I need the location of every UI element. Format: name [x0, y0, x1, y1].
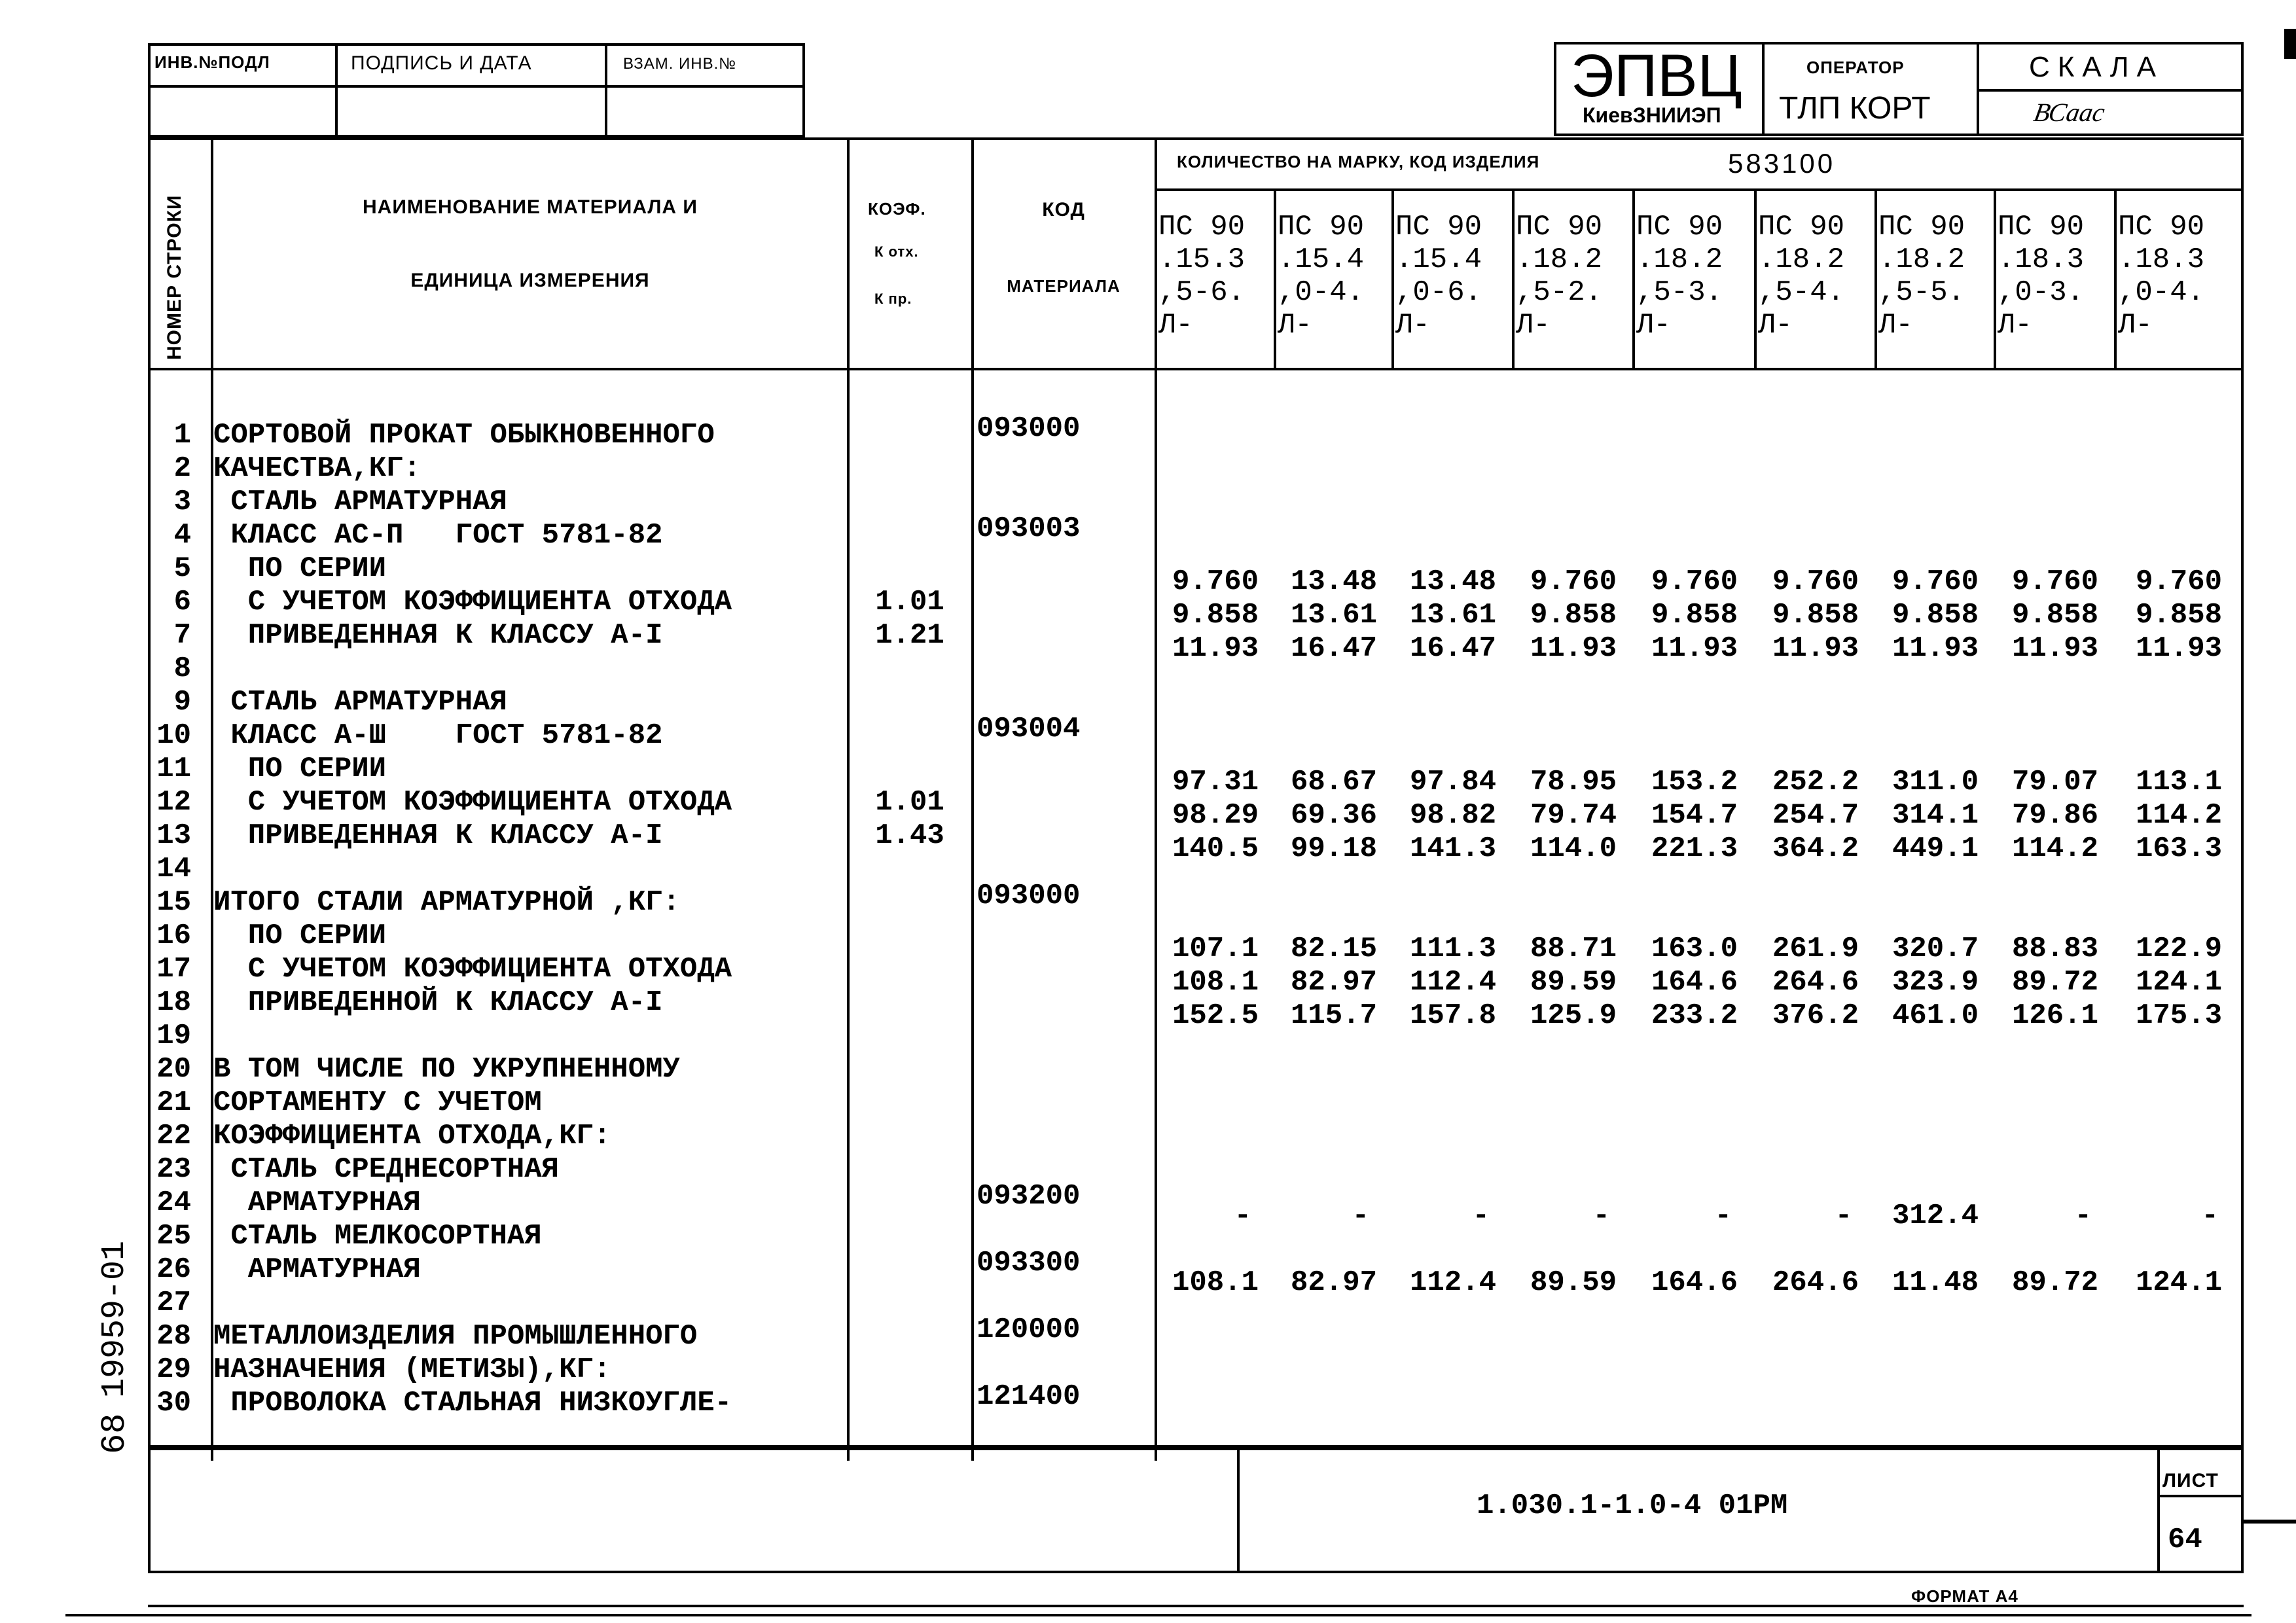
material-code: [977, 1147, 1153, 1180]
material-name-header-2: ЕДИНИЦА ИЗМЕРЕНИЯ: [410, 270, 650, 291]
quantity-cell: 11.93: [1530, 632, 1617, 665]
quantity-cell: 16.47: [1409, 632, 1497, 665]
quantity-cell: 233.2: [1651, 999, 1738, 1032]
material-code: [977, 679, 1153, 713]
coefficient: [850, 753, 970, 786]
quantity-cell: 153.2: [1651, 766, 1738, 798]
row-numbers: [149, 419, 191, 1420]
quantity-cell: 314.1: [1892, 799, 1979, 832]
row-number: 25: [156, 1220, 191, 1253]
row-number-header: НОМЕР СТРОКИ: [164, 194, 185, 360]
coefficient: [850, 1086, 970, 1120]
quantity-cell: 89.72: [2011, 966, 2099, 999]
material-code: 093200: [977, 1180, 1081, 1213]
material-name: С УЧЕТОМ КОЭФФИЦИЕНТА ОТХОДА: [213, 953, 732, 986]
row-number: 24: [156, 1186, 191, 1219]
quantity-cell: 252.2: [1772, 766, 1859, 798]
quantity-cell: 323.9: [1892, 966, 1979, 999]
material-name: ПРОВОЛОКА СТАЛЬНАЯ НИЗКОУГЛЕ-: [213, 1387, 732, 1419]
coef-header-1: КОЭФ.: [868, 199, 926, 219]
row-number: 15: [156, 886, 191, 919]
product-column-header-line: Л-: [1878, 309, 1913, 342]
material-name: В ТОМ ЧИСЛЕ ПО УКРУПНЕННОМУ: [213, 1053, 680, 1086]
material-code: [977, 1013, 1153, 1046]
quantity-cell: 157.8: [1409, 999, 1497, 1032]
coefficient: [850, 1186, 970, 1220]
quantity-cell: 13.48: [1290, 565, 1378, 598]
row-number: 26: [156, 1253, 191, 1286]
quantity-cell: 79.86: [2011, 799, 2099, 832]
quantity-cell: 152.5: [1172, 999, 1259, 1032]
quantity-cell: 264.6: [1772, 1266, 1859, 1299]
product-column-header-line: .18.2: [1758, 243, 1845, 276]
system-label: СКАЛА: [2029, 51, 2164, 83]
product-column-header-line: .15.4: [1395, 243, 1482, 276]
row-number: 28: [156, 1320, 191, 1353]
coefficient: [850, 652, 970, 686]
row-number: 12: [156, 786, 191, 819]
quantity-cell: 9.858: [2135, 599, 2223, 632]
quantity-cell: 175.3: [2135, 999, 2223, 1032]
quantity-cell: 163.0: [1651, 933, 1738, 965]
product-column-header-line: Л-: [1636, 309, 1671, 342]
quantity-cell: 9.858: [1892, 599, 1979, 632]
quantity-cell: 9.760: [1530, 565, 1617, 598]
product-column-header-line: .15.3: [1158, 243, 1246, 276]
quantity-cell: 11.93: [1772, 632, 1859, 665]
stamp-signature-label: ПОДПИСЬ И ДАТА: [351, 52, 532, 74]
signature-handwritten: ВСаас: [2032, 98, 2108, 127]
product-column-header-line: .18.2: [1878, 243, 1965, 276]
coefficient: [850, 886, 970, 919]
coefficients: [850, 419, 970, 1420]
quantity-cell: 164.6: [1651, 966, 1738, 999]
quantity-cell: 449.1: [1892, 832, 1979, 865]
coef-header-3: К пр.: [874, 291, 912, 307]
quantity-cell: 311.0: [1892, 766, 1979, 798]
material-name: АРМАТУРНАЯ: [213, 1253, 421, 1286]
quantity-cell: 108.1: [1172, 966, 1259, 999]
quantity-cell: 164.6: [1651, 1266, 1738, 1299]
quantity-cell: 113.1: [2135, 766, 2223, 798]
coefficient: [850, 486, 970, 519]
row-number: 23: [156, 1153, 191, 1186]
quantity-cell: 254.7: [1772, 799, 1859, 832]
product-column-header-line: .15.4: [1278, 243, 1365, 276]
quantity-cell: 9.760: [2135, 565, 2223, 598]
coefficient: [850, 719, 970, 753]
quantity-cell: 11.48: [1892, 1266, 1979, 1299]
material-code: [977, 779, 1153, 813]
row-number: 1: [173, 419, 191, 452]
material-name: СТАЛЬ АРМАТУРНАЯ: [213, 486, 507, 518]
coefficient: [850, 919, 970, 953]
edge-mark: [2284, 29, 2296, 59]
row-number: 16: [156, 919, 191, 952]
product-column-header-line: Л-: [2118, 309, 2153, 342]
quantity-cell: 82.15: [1290, 933, 1378, 965]
quantity-cell: 114.0: [1530, 832, 1617, 865]
material-code: [977, 1046, 1153, 1080]
product-column-header-line: ,5-2.: [1516, 276, 1603, 309]
quantity-cell: 97.84: [1409, 766, 1497, 798]
quantity-cell: 111.3: [1409, 933, 1497, 965]
material-code: 121400: [977, 1380, 1081, 1413]
material-name: СТАЛЬ АРМАТУРНАЯ: [213, 686, 507, 719]
material-names: [213, 419, 846, 1420]
material-name: [213, 1020, 846, 1053]
quantity-cell: -: [1352, 1200, 1369, 1232]
product-column-header-line: ,0-3.: [1998, 276, 2085, 309]
product-column-header-line: ПС 90: [1395, 211, 1482, 243]
material-name: [213, 1287, 846, 1320]
coef-header-2: К отх.: [874, 243, 919, 260]
quantity-cell: 68.67: [1290, 766, 1378, 798]
org-main-label: ЭПВЦ: [1571, 43, 1742, 109]
quantity-cell: 89.59: [1530, 1266, 1617, 1299]
row-number: 3: [173, 486, 191, 518]
product-column-header-line: Л-: [1158, 309, 1193, 342]
quantity-cell: 11.93: [1651, 632, 1738, 665]
quantity-cell: 89.72: [2011, 1266, 2099, 1299]
material-codes: [977, 412, 1153, 1414]
quantity-cell: -: [1835, 1200, 1852, 1232]
material-name: КЛАСС А-Ш ГОСТ 5781-82: [213, 719, 663, 752]
row-number: 17: [156, 953, 191, 986]
coefficient: [850, 452, 970, 486]
material-code: 093000: [977, 880, 1081, 912]
quantity-cell: 9.760: [1172, 565, 1259, 598]
quantity-cell: 97.31: [1172, 766, 1259, 798]
product-column-header-line: ПС 90: [1278, 211, 1365, 243]
material-code: 093300: [977, 1247, 1081, 1279]
coefficient: 1.21: [875, 619, 944, 652]
footer-block: [148, 1448, 2244, 1573]
material-code: [977, 1113, 1153, 1147]
product-column-header-line: ,5-5.: [1878, 276, 1965, 309]
quantity-cell: 99.18: [1290, 832, 1378, 865]
material-name: АРМАТУРНАЯ: [213, 1186, 421, 1219]
quantity-cell: 9.760: [2011, 565, 2099, 598]
product-column-header-line: ,0-6.: [1395, 276, 1482, 309]
quantity-cell: 9.760: [1651, 565, 1738, 598]
material-code: 093004: [977, 713, 1081, 745]
quantity-cell: -: [1234, 1200, 1251, 1232]
quantity-cell: 98.82: [1409, 799, 1497, 832]
quantity-cell: 88.71: [1530, 933, 1617, 965]
quantity-cell: 122.9: [2135, 933, 2223, 965]
row-number: 21: [156, 1086, 191, 1119]
quantity-cell: 140.5: [1172, 832, 1259, 865]
quantity-cell: 320.7: [1892, 933, 1979, 965]
row-number: 2: [173, 452, 191, 485]
product-column-header-line: .18.3: [1998, 243, 2085, 276]
material-name: ПРИВЕДЕННОЙ К КЛАССУ А-I: [213, 986, 663, 1019]
product-column-header-line: Л-: [1516, 309, 1551, 342]
quantity-cell: 126.1: [2011, 999, 2099, 1032]
row-number: 29: [156, 1353, 191, 1386]
material-name: [213, 853, 846, 886]
material-name: КОЭФФИЦИЕНТА ОТХОДА,КГ:: [213, 1120, 611, 1152]
material-name: КАЧЕСТВА,КГ:: [213, 452, 421, 485]
row-number: 22: [156, 1120, 191, 1152]
product-column-header-line: Л-: [1998, 309, 2032, 342]
material-code: [977, 946, 1153, 980]
product-column-header-line: ,0-4.: [2118, 276, 2205, 309]
row-number: 14: [156, 853, 191, 885]
coefficient: [850, 1220, 970, 1253]
quantity-cell: 88.83: [2011, 933, 2099, 965]
row-number: 19: [156, 1020, 191, 1052]
quantity-cell: 11.93: [1892, 632, 1979, 665]
code-header-2: МАТЕРИАЛА: [1007, 276, 1121, 296]
stamp-inv-podl-label: ИНВ.№ПОДЛ: [154, 52, 270, 72]
material-code: [977, 913, 1153, 946]
quantity-cell: 9.858: [2011, 599, 2099, 632]
material-code: [977, 1213, 1153, 1247]
quantity-cell: 107.1: [1172, 933, 1259, 965]
product-column-header-line: ,0-4.: [1278, 276, 1365, 309]
operator-label: ОПЕРАТОР: [1806, 58, 1905, 77]
coefficient: [850, 1253, 970, 1287]
row-number: 4: [173, 519, 191, 552]
product-column-header-line: ПС 90: [2118, 211, 2205, 243]
quantity-cell: -: [1714, 1200, 1732, 1232]
material-name: КЛАСС АС-П ГОСТ 5781-82: [213, 519, 663, 552]
quantity-cell: 98.29: [1172, 799, 1259, 832]
quantity-cell: -: [2201, 1200, 2219, 1232]
row-number: 30: [156, 1387, 191, 1419]
product-column-header-line: Л-: [1278, 309, 1312, 342]
material-code: [977, 746, 1153, 779]
quantity-cell: 114.2: [2135, 799, 2223, 832]
product-column-header-line: ПС 90: [1878, 211, 1965, 243]
material-code: [977, 1080, 1153, 1113]
row-number: 10: [156, 719, 191, 752]
material-code: 093000: [977, 412, 1081, 445]
quantity-cell: 79.74: [1530, 799, 1617, 832]
quantity-cell: 312.4: [1892, 1200, 1979, 1232]
quantity-cell: 9.858: [1651, 599, 1738, 632]
material-name: СОРТОВОЙ ПРОКАТ ОБЫКНОВЕННОГО: [213, 419, 715, 452]
quantity-cell: 11.93: [2135, 632, 2223, 665]
quantity-cell: 124.1: [2135, 1266, 2223, 1299]
material-code: [977, 1280, 1153, 1313]
quantity-header: КОЛИЧЕСТВО НА МАРКУ, КОД ИЗДЕЛИЯ: [1177, 152, 1540, 171]
quantity-cell: 125.9: [1530, 999, 1617, 1032]
coefficient: 1.01: [875, 786, 944, 819]
product-code: 583100: [1728, 148, 1836, 179]
quantity-cell: 13.48: [1409, 565, 1497, 598]
quantity-cell: 461.0: [1892, 999, 1979, 1032]
page-note: 68: [96, 1413, 134, 1454]
quantity-cell: 82.97: [1290, 966, 1378, 999]
coefficient: [850, 1353, 970, 1387]
product-column-header-line: Л-: [1395, 309, 1430, 342]
product-column-header-line: ПС 90: [1636, 211, 1723, 243]
material-code: [977, 1347, 1153, 1380]
quantity-cell: 124.1: [2135, 966, 2223, 999]
material-name: МЕТАЛЛОИЗДЕЛИЯ ПРОМЫШЛЕННОГО: [213, 1320, 698, 1353]
coefficient: [850, 986, 970, 1020]
quantity-cell: 154.7: [1651, 799, 1738, 832]
product-column-header-line: Л-: [1758, 309, 1793, 342]
coefficient: [850, 519, 970, 552]
quantity-cell: 82.97: [1290, 1266, 1378, 1299]
edge-mark: [2244, 1520, 2296, 1524]
coefficient: [850, 552, 970, 586]
coefficient: [850, 1287, 970, 1320]
material-code: [977, 646, 1153, 679]
product-column-header-line: .18.2: [1636, 243, 1723, 276]
row-number: 5: [173, 552, 191, 585]
coefficient: [850, 1120, 970, 1153]
coefficient: [850, 953, 970, 986]
material-code: 120000: [977, 1313, 1081, 1346]
quantity-cell: 9.858: [1172, 599, 1259, 632]
coefficient: [850, 1320, 970, 1353]
code-header-1: КОД: [1042, 199, 1085, 221]
material-name: ПРИВЕДЕННАЯ К КЛАССУ А-I: [213, 819, 663, 852]
row-number: 20: [156, 1053, 191, 1086]
material-name: ИТОГО СТАЛИ АРМАТУРНОЙ ,КГ:: [213, 886, 680, 919]
material-code: [977, 579, 1153, 613]
coefficient: [850, 853, 970, 886]
quantity-cell: 16.47: [1290, 632, 1378, 665]
material-name: [213, 652, 846, 686]
quantity-cell: 69.36: [1290, 799, 1378, 832]
quantity-cell: -: [1592, 1200, 1610, 1232]
coefficient: 1.01: [875, 586, 944, 618]
quantity-cell: 9.760: [1892, 565, 1979, 598]
material-code: [977, 613, 1153, 646]
product-column-header-line: ,5-6.: [1158, 276, 1246, 309]
quantity-cell: 261.9: [1772, 933, 1859, 965]
row-number: 13: [156, 819, 191, 852]
coefficient: [850, 1053, 970, 1086]
document-code: 1.030.1-1.0-4 01РМ: [1477, 1489, 1788, 1522]
material-name: ПО СЕРИИ: [213, 919, 387, 952]
product-column-header-line: ,5-4.: [1758, 276, 1845, 309]
product-column-header-line: ПС 90: [1998, 211, 2085, 243]
product-column-header-line: ПС 90: [1158, 211, 1246, 243]
quantity-cell: 79.07: [2011, 766, 2099, 798]
quantity-cell: 163.3: [2135, 832, 2223, 865]
quantity-cell: 264.6: [1772, 966, 1859, 999]
quantity-cell: 9.858: [1530, 599, 1617, 632]
org-sub-label: КиевЗНИИЭП: [1583, 103, 1721, 127]
coefficient: [850, 1020, 970, 1053]
coefficient: [850, 1153, 970, 1186]
material-name: ПРИВЕДЕННАЯ К КЛАССУ А-I: [213, 619, 663, 652]
sheet-number: 64: [2168, 1524, 2202, 1556]
coefficient: [850, 686, 970, 719]
quantity-cell: 89.59: [1530, 966, 1617, 999]
coefficient: [850, 419, 970, 452]
quantity-cell: 9.760: [1772, 565, 1859, 598]
material-name: СОРТАМЕНТУ С УЧЕТОМ: [213, 1086, 542, 1119]
coefficient: [850, 1387, 970, 1420]
quantity-cell: 221.3: [1651, 832, 1738, 865]
quantity-cell: 78.95: [1530, 766, 1617, 798]
product-column-header-line: .18.2: [1516, 243, 1603, 276]
row-number: 11: [156, 753, 191, 785]
inventory-note: 19959-01: [96, 1240, 134, 1398]
material-code: [977, 446, 1153, 479]
quantity-cell: 108.1: [1172, 1266, 1259, 1299]
row-number: 9: [173, 686, 191, 719]
coefficient: 1.43: [875, 819, 944, 852]
material-name: НАЗНАЧЕНИЯ (МЕТИЗЫ),КГ:: [213, 1353, 611, 1386]
operator-value: ТЛП КОРТ: [1779, 91, 1931, 126]
row-number: 8: [173, 652, 191, 685]
quantity-cell: 112.4: [1409, 1266, 1497, 1299]
quantity-cell: 376.2: [1772, 999, 1859, 1032]
quantity-cell: 13.61: [1290, 599, 1378, 632]
material-code: [977, 846, 1153, 880]
quantity-cell: -: [2074, 1200, 2092, 1232]
material-name-header-1: НАИМЕНОВАНИЕ МАТЕРИАЛА И: [362, 196, 698, 218]
material-name: СТАЛЬ СРЕДНЕСОРТНАЯ: [213, 1153, 560, 1186]
product-column-header-line: ПС 90: [1516, 211, 1603, 243]
material-name: ПО СЕРИИ: [213, 753, 387, 785]
material-code: [977, 813, 1153, 846]
quantity-cell: 141.3: [1409, 832, 1497, 865]
material-name: С УЧЕТОМ КОЭФФИЦИЕНТА ОТХОДА: [213, 786, 732, 819]
row-number: 18: [156, 986, 191, 1019]
row-number: 6: [173, 586, 191, 618]
quantity-cell: 13.61: [1409, 599, 1497, 632]
quantity-cell: 11.93: [1172, 632, 1259, 665]
material-name: ПО СЕРИИ: [213, 552, 387, 585]
product-column-header-line: ,5-3.: [1636, 276, 1723, 309]
quantity-cell: -: [1472, 1200, 1490, 1232]
row-number: 7: [173, 619, 191, 652]
quantity-cell: 112.4: [1409, 966, 1497, 999]
material-code: 093003: [977, 512, 1081, 545]
format-label: ФОРМАТ А4: [1911, 1586, 2018, 1606]
stamp-vzam-label: ВЗАМ. ИНВ.№: [623, 55, 737, 73]
material-code: [977, 980, 1153, 1013]
material-name: С УЧЕТОМ КОЭФФИЦИЕНТА ОТХОДА: [213, 586, 732, 618]
material-name: СТАЛЬ МЕЛКОСОРТНАЯ: [213, 1220, 542, 1253]
material-code: [977, 479, 1153, 512]
sheet-label: ЛИСТ: [2162, 1470, 2219, 1491]
product-column-header-line: ПС 90: [1758, 211, 1845, 243]
row-number: 27: [156, 1287, 191, 1319]
quantity-cell: 11.93: [2011, 632, 2099, 665]
product-column-header-line: .18.3: [2118, 243, 2205, 276]
quantity-cell: 115.7: [1290, 999, 1378, 1032]
quantity-cell: 364.2: [1772, 832, 1859, 865]
quantity-cell: 9.858: [1772, 599, 1859, 632]
quantity-cell: 114.2: [2011, 832, 2099, 865]
material-code: [977, 546, 1153, 579]
